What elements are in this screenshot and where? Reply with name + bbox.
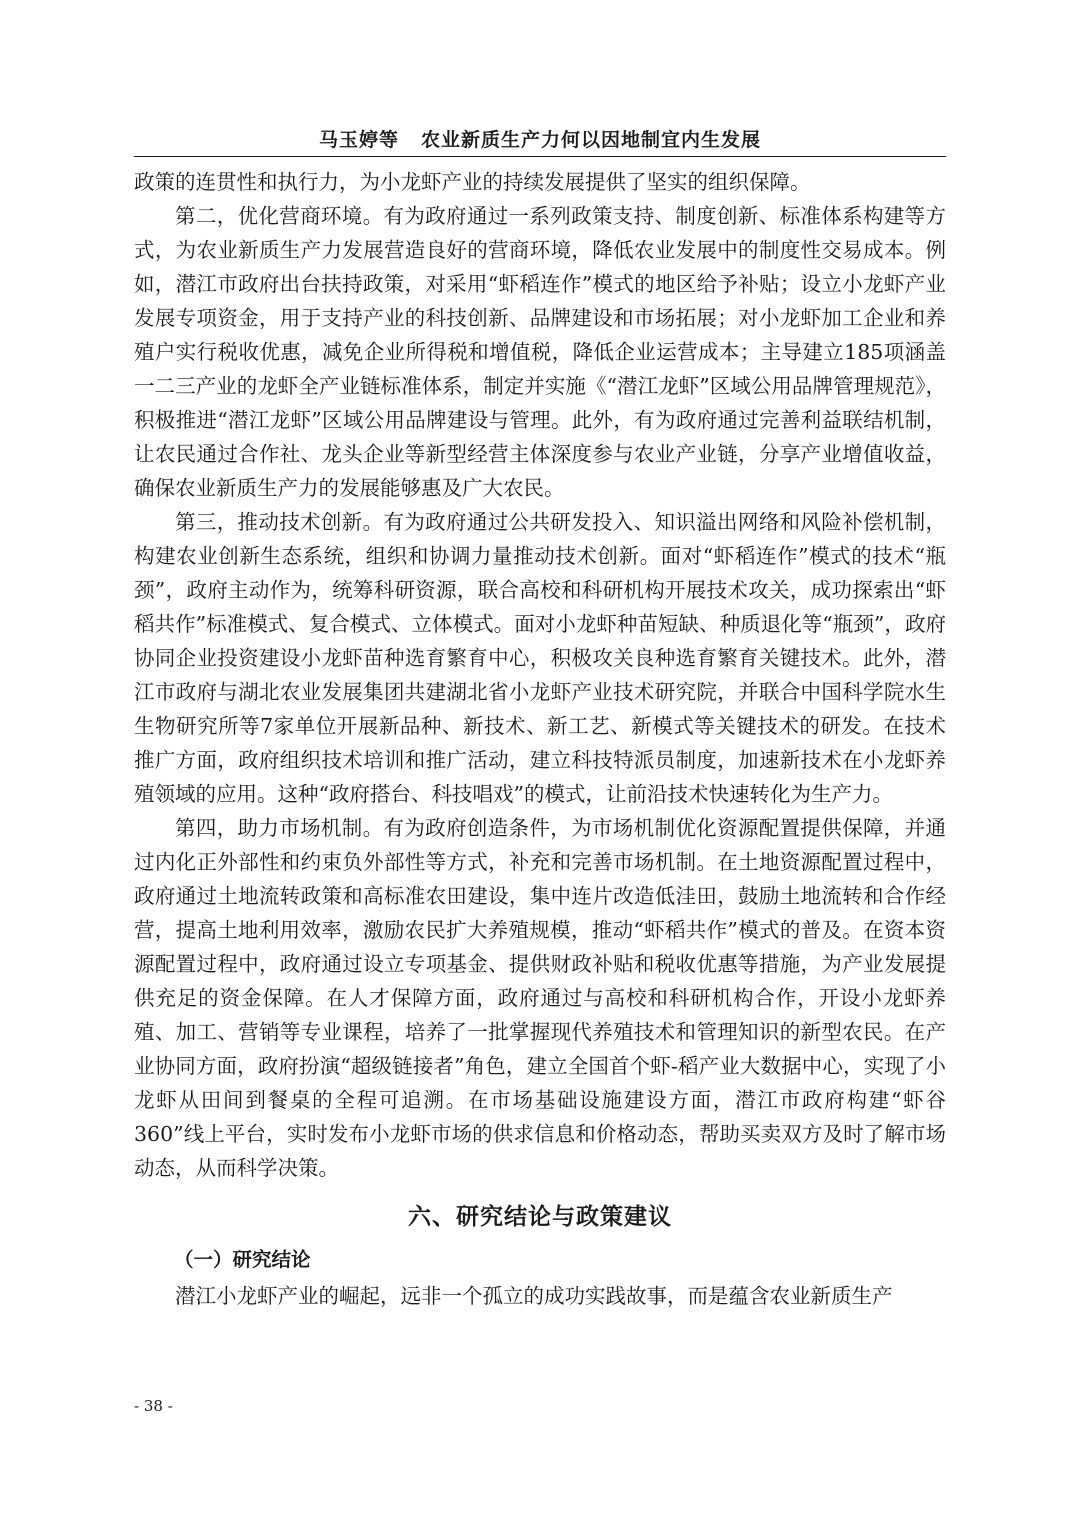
paragraph-continuation: 政策的连贯性和执行力，为小龙虾产业的持续发展提供了坚实的组织保障。 [134, 170, 811, 194]
running-header [134, 128, 946, 157]
paragraph-conclusion-start: 潜江小龙虾产业的崛起，远非一个孤立的成功实践故事，而是蕴含农业新质生产 [175, 1284, 893, 1308]
header-article-title: 农业新质生产力何以因地制宜内生发展 [421, 129, 762, 151]
subsection-heading: （一）研究结论 [174, 1248, 311, 1271]
paper-page [134, 128, 946, 1313]
section-heading: 六、研究结论与政策建议 [408, 1204, 672, 1230]
body-text [134, 165, 946, 1313]
paragraph-business-environment: 第二，优化营商环境。有为政府通过一系列政策支持、制度创新、标准体系构建等方式，为农业新质生产力发展营造良好的营商环境，降低农业发展中的制度性交易成本。例如，潜江市政府出台扶持政策，对采用“虾稻连作”模式的地区给予补贴；设立小龙虾产业发展专项资金，用于支持产业的科技创新、品牌建设和市场拓展；对小龙虾加工企业和养殖户实行税收优惠，减免企业所得税和增值税，降低企业运营成本；主导建立185项涵盖一二三产业的龙虾全产业链标准体系，制定并实施《“潜江龙虾”区域公用品牌管理规范》，积极推进“潜江龙虾”区域公用品牌建设与管理。此外，有为政府通过完善利益联结机制，让农民通过合作社、龙头企业等新型经营主体深度参与农业产业链，分享产业增值收益，确保农业新质生产力的发展能够惠及广大农民。 [134, 204, 946, 500]
paragraph-tech-innovation: 第三，推动技术创新。有为政府通过公共研发投入、知识溢出网络和风险补偿机制，构建农业创新生态系统，组织和协调力量推动技术创新。面对“虾稻连作”模式的技术“瓶颈”，政府主动作为，统筹科研资源，联合高校和科研机构开展技术攻关，成功探索出“虾稻共作”标准模式、复合模式、立体模式。面对小龙虾种苗短缺、种质退化等“瓶颈”，政府协同企业投资建设小龙虾苗种选育繁育中心，积极攻关良种选育繁育关键技术。此外，潜江市政府与湖北农业发展集团共建湖北省小龙虾产业技术研究院，并联合中国科学院水生生物研究所等7家单位开展新品种、新技术、新工艺、新模式等关键技术的研发。在技术推广方面，政府组织技术培训和推广活动，建立科技特派员制度，加速新技术在小龙虾养殖领域的应用。这种“政府搭台、科技唱戏”的模式，让前沿技术快速转化为生产力。 [134, 510, 946, 806]
header-authors: 马玉婷等 [318, 129, 399, 151]
page-number: - 38 - [134, 1397, 173, 1415]
paragraph-market-mechanism: 第四，助力市场机制。有为政府创造条件，为市场机制优化资源配置提供保障，并通过内化正外部性和约束负外部性等方式，补充和完善市场机制。在土地资源配置过程中，政府通过土地流转政策和高标准农田建设，集中连片改造低洼田，鼓励土地流转和合作经营，提高土地利用效率，激励农民扩大养殖规模，推动“虾稻共作”模式的普及。在资本资源配置过程中，政府通过设立专项基金、提供财政补贴和税收优惠等措施，为产业发展提供充足的资金保障。在人才保障方面，政府通过与高校和科研机构合作，开设小龙虾养殖、加工、营销等专业课程，培养了一批掌握现代养殖技术和管理知识的新型农民。在产业协同方面，政府扮演“超级链接者”角色，建立全国首个虾-稻产业大数据中心，实现了小龙虾从田间到餐桌的全程可追溯。在市场基础设施建设方面，潜江市政府构建“虾谷360”线上平台，实时发布小龙虾市场的供求信息和价格动态，帮助买卖双方及时了解市场动态，从而科学决策。 [134, 816, 946, 1180]
